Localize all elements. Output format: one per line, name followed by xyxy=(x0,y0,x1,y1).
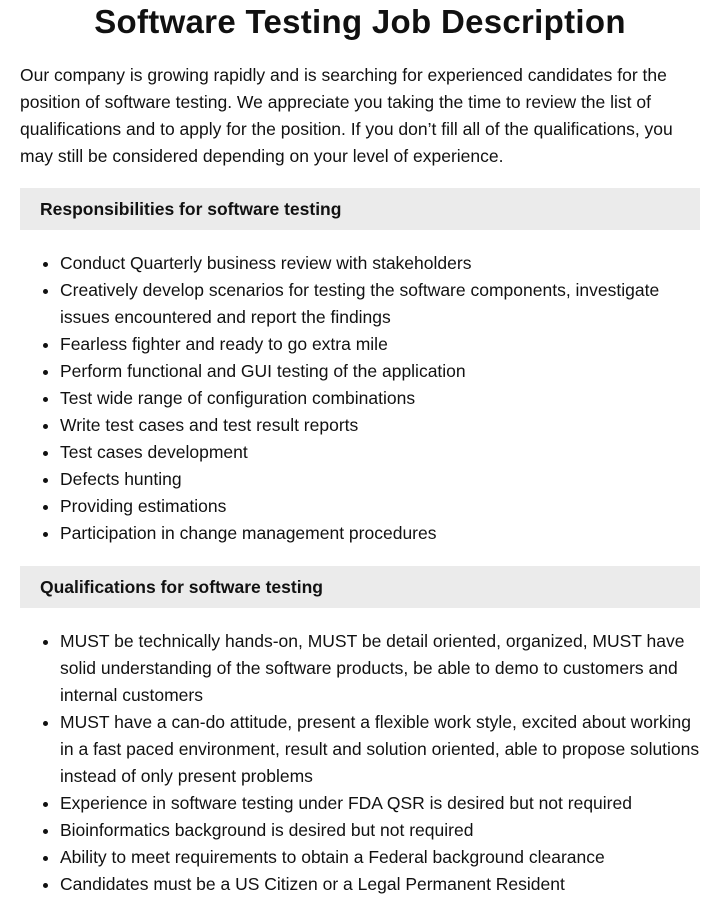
list-item: • Ability to meet requirements to obtain a Federal background clearance xyxy=(60,844,700,871)
list-item: • Creatively develop scenarios for testing the software components, investigate issues encountered and report the findings xyxy=(60,277,700,331)
list-item: • Conduct Quarterly business review with stakeholders xyxy=(60,250,700,277)
list-item: • Providing estimations xyxy=(60,493,700,520)
qualifications-heading: Qualifications for software testing xyxy=(20,566,700,608)
list-item: • Test cases development xyxy=(60,439,700,466)
list-item: • Participation in change management procedures xyxy=(60,520,700,547)
list-item: • Perform functional and GUI testing of the application xyxy=(60,358,700,385)
intro-paragraph: Our company is growing rapidly and is searching for experienced candidates for the position of software testing. We appreciate you taking the time to review the list of qualifications and to apply for the position. If you don’t fill all of the qualifications, you may still be considered depending on your level of experience. xyxy=(20,65,673,166)
responsibilities-heading: Responsibilities for software testing xyxy=(20,188,700,230)
list-item: • MUST be technically hands-on, MUST be detail oriented, organized, MUST have solid understanding of the software products, be able to demo to customers and internal customers xyxy=(60,628,700,709)
page-title: Software Testing Job Description xyxy=(94,3,626,40)
list-item: • Candidates must be a US Citizen or a Legal Permanent Resident xyxy=(60,871,700,898)
list-item: • Bioinformatics background is desired but not required xyxy=(60,817,700,844)
list-item: • Experience in software testing under FDA QSR is desired but not required xyxy=(60,790,700,817)
list-item: • Write test cases and test result reports xyxy=(60,412,700,439)
responsibilities-list xyxy=(20,250,700,547)
list-item: • Defects hunting xyxy=(60,466,700,493)
qualifications-list xyxy=(20,628,700,898)
list-item: • Test wide range of configuration combinations xyxy=(60,385,700,412)
list-item: • MUST have a can-do attitude, present a flexible work style, excited about working in a fast paced environment, result and solution oriented, able to propose solutions instead of only present problems xyxy=(60,709,700,790)
list-item: • Fearless fighter and ready to go extra mile xyxy=(60,331,700,358)
